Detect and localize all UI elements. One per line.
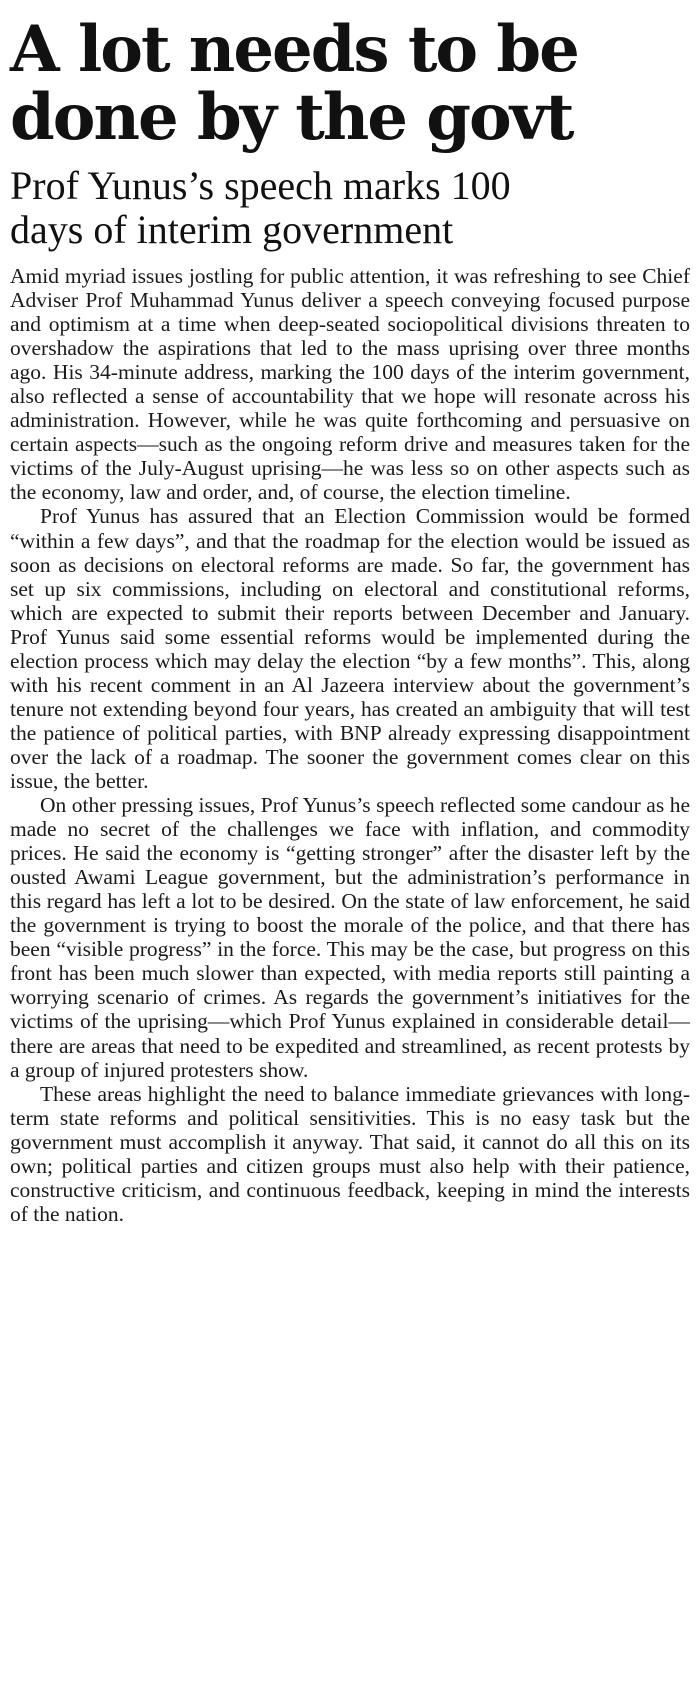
paragraph-4: These areas highlight the need to balance immediate grievances with long-term state reforms and political sensitivities. This is no easy task but the government must accomplish it anyway. That said, it cannot do all this on its own; political parties and citizen groups must also help with their patience, constructive criticism, and continuous feedback, keeping in mind the interests of the nation. — [10, 1081, 690, 1226]
editorial-article — [10, 0, 690, 1226]
headline — [10, 12, 690, 155]
article-body — [10, 264, 690, 1226]
paragraph-1: Amid myriad issues jostling for public attention, it was refreshing to see Chief Adviser Prof Muhammad Yunus deliver a speech conveying focused purpose and optimism at a time when deep-seated sociopolitical divisions threaten to overshadow the aspirations that led to the mass uprising over three months ago. His 34-minute address, marking the 100 days of the interim government, also reflected a sense of accountability that we hope will resonate across his administration. However, while he was quite forthcoming and persuasive on certain aspects—such as the ongoing reform drive and measures taken for the victims of the July-August uprising—he was less so on other aspects such as the economy, law and order, and, of course, the election timeline. — [10, 264, 690, 505]
subheadline — [10, 164, 690, 252]
subheadline-line-2: days of interim government — [10, 207, 454, 252]
headline-line-1: A lot needs to be — [10, 12, 578, 87]
headline-line-2: done by the govt — [10, 80, 573, 155]
paragraph-3: On other pressing issues, Prof Yunus’s speech reflected some candour as he made no secret of the challenges we face with inflation, and commodity prices. He said the economy is “getting stronger” after the disaster left by the ousted Awami League government, but the administration’s performance in this regard has left a lot to be desired. On the state of law enforcement, he said the government is trying to boost the morale of the police, and that there has been “visible progress” in the force. This may be the case, but progress on this front has been much slower than expected, with media reports still painting a worrying scenario of crimes. As regards the government’s initiatives for the victims of the uprising—which Prof Yunus explained in considerable detail—there are areas that need to be expedited and streamlined, as recent protests by a group of injured protesters show. — [10, 793, 690, 1082]
paragraph-2: Prof Yunus has assured that an Election Commission would be formed “within a few days”, and that the roadmap for the election would be issued as soon as decisions on electoral reforms are made. So far, the government has set up six commissions, including on electoral and constitutional reforms, which are expected to submit their reports between December and January. Prof Yunus said some essential reforms would be implemented during the election process which may delay the election “by a few months”. This, along with his recent comment in an Al Jazeera interview about the government’s tenure not extending beyond four years, has created an ambiguity that will test the patience of political parties, with BNP already expressing disappointment over the lack of a roadmap. The sooner the government comes clear on this issue, the better. — [10, 504, 690, 793]
subheadline-line-1: Prof Yunus’s speech marks 100 — [10, 163, 511, 208]
